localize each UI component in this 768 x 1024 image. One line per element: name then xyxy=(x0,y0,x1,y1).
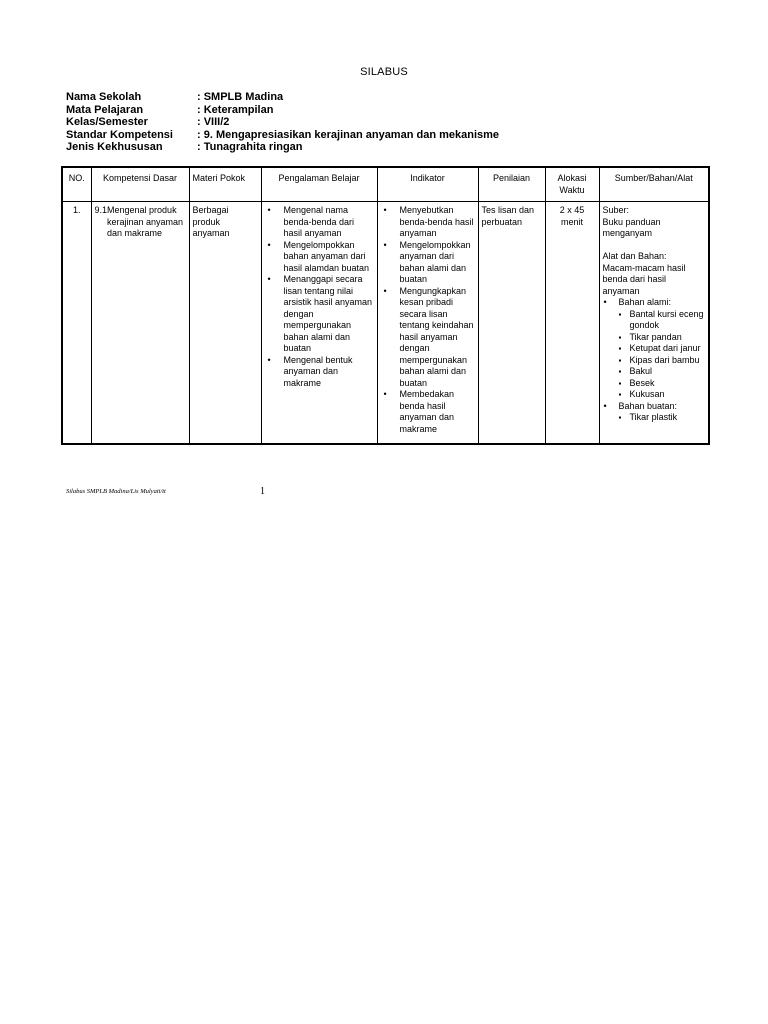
header-sumber: Sumber/Bahan/Alat xyxy=(599,167,709,202)
cell-pengalaman xyxy=(261,202,377,445)
bahan-alami-label: Bahan alami: xyxy=(618,297,672,307)
list-item xyxy=(603,401,706,424)
list-item: • Mengenal nama benda-benda dari hasil anyaman xyxy=(265,205,374,240)
meta-label: Jenis Kekhususan xyxy=(66,141,163,153)
list-item: • Membedakan benda hasil anyaman dan makrame xyxy=(381,389,475,435)
meta-row-specialization xyxy=(66,141,499,154)
alat-bahan-label: Alat dan Bahan: xyxy=(602,251,667,261)
list-item: ▪ Kukusan xyxy=(619,389,706,401)
document-title: SILABUS xyxy=(360,66,408,78)
meta-row-competency xyxy=(66,129,499,142)
page-number: 1 xyxy=(260,486,265,497)
header-pengalaman: Pengalaman Belajar xyxy=(261,167,377,202)
header-indikator: Indikator xyxy=(377,167,478,202)
header-no: NO. xyxy=(62,167,91,202)
meta-value: : Keterampilan xyxy=(197,103,274,116)
table-row xyxy=(62,202,709,445)
header-kompetensi: Kompetensi Dasar xyxy=(91,167,189,202)
header-alokasi: Alokasi Waktu xyxy=(545,167,599,202)
header-penilaian: Penilaian xyxy=(478,167,545,202)
meta-value: : 9. Mengapresiasikan kerajinan anyaman dan mekanisme xyxy=(197,128,500,141)
cell-penilaian: Tes lisan dan perbuatan xyxy=(478,202,545,445)
list-item: • Mengelompokkan bahan anyaman dari hasil alamdan buatan xyxy=(265,240,374,275)
document-meta xyxy=(66,91,499,154)
list-item: ▪ Ketupat dari janur xyxy=(619,343,706,355)
meta-value: : Tunagrahita ringan xyxy=(197,141,303,153)
list-item: ▪ Tikar plastik xyxy=(619,412,706,424)
table-header-row xyxy=(62,167,709,202)
kompetensi-number: 9.1 xyxy=(94,205,108,215)
cell-kompetensi xyxy=(91,202,189,445)
syllabus-table xyxy=(61,166,710,445)
meta-label: Kelas/Semester xyxy=(66,116,148,128)
list-item: ▪ Tikar pandan xyxy=(619,332,706,344)
list-item: • Menyebutkan benda-benda hasil anyaman xyxy=(381,205,475,240)
meta-value: : SMPLB Madina xyxy=(197,91,284,103)
meta-row-class xyxy=(66,116,499,129)
kompetensi-text: Mengenal produk kerajinan anyaman dan makrame xyxy=(107,205,184,238)
alat-bahan-text: Macam-macam hasil benda dari hasil anyaman xyxy=(602,262,686,296)
meta-row-school xyxy=(66,91,499,104)
cell-alokasi: 2 x 45 menit xyxy=(545,202,599,445)
meta-label: Mata Pelajaran xyxy=(66,103,144,116)
bahan-buatan-label: Bahan buatan: xyxy=(618,400,678,411)
cell-materi: Berbagai produk anyaman xyxy=(189,202,261,445)
cell-no: 1. xyxy=(62,202,91,445)
list-item xyxy=(603,297,706,401)
meta-label: Standar Kompetensi xyxy=(66,128,173,141)
sumber-text: Buku panduan menganyam xyxy=(602,216,661,238)
header-materi: Materi Pokok xyxy=(189,167,261,202)
list-item: • Mengungkapkan kesan pribadi secara lisan tentang keindahan hasil anyaman dengan mempergunakan bahan alami dan buatan xyxy=(381,286,475,390)
sumber-label: Suber: xyxy=(602,205,630,215)
list-item: ▪ Bakul xyxy=(619,366,706,378)
list-item: ▪ Bantal kursi eceng gondok xyxy=(619,309,706,332)
cell-indikator xyxy=(377,202,478,445)
list-item: • Mengenal bentuk anyaman dan makrame xyxy=(265,355,374,390)
meta-label: Nama Sekolah xyxy=(66,91,142,103)
meta-row-subject xyxy=(66,104,499,117)
footer-credit: Silabus SMPLB Madina/Lis Mulyati/tt xyxy=(66,488,166,495)
list-item: • Mengelompokkan anyaman dari bahan alami dan buatan xyxy=(381,240,475,286)
meta-value: : VIII/2 xyxy=(197,116,230,128)
cell-sumber xyxy=(599,202,709,445)
list-item: ▪ Besek xyxy=(619,378,706,390)
list-item: • Menanggapi secara lisan tentang nilai arsistik hasil anyaman dengan mempergunakan bahan alami dan buatan xyxy=(265,274,374,355)
list-item: ▪ Kipas dari bambu xyxy=(619,355,706,367)
